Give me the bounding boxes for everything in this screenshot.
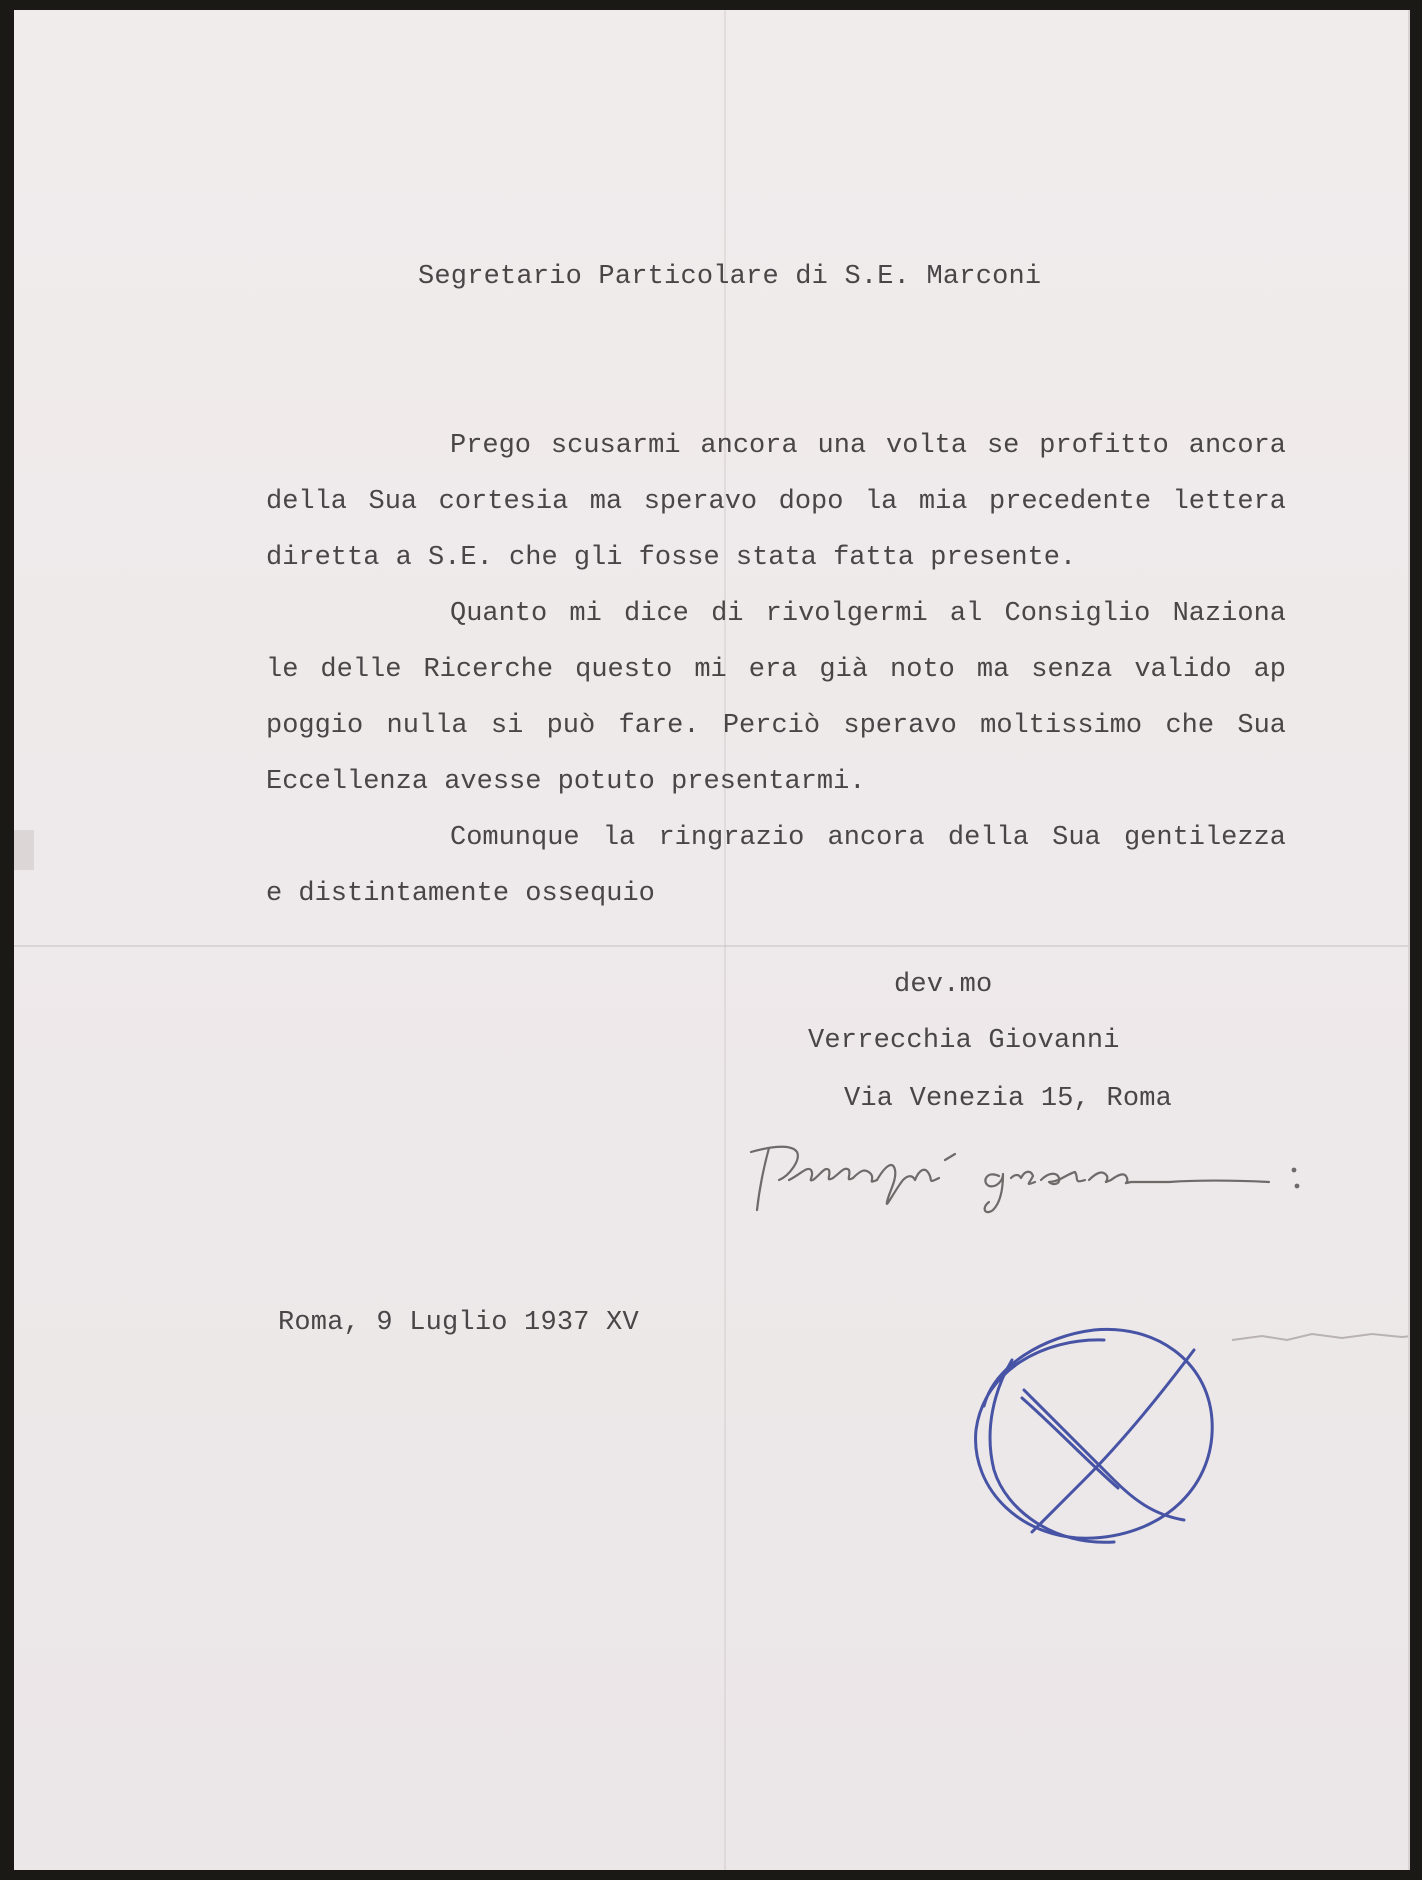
paragraph-3-line-1: Comunque la ringrazio ancora della Sua gentilezza (450, 823, 1286, 853)
paragraph-3 (266, 810, 1286, 922)
paragraph-2-line-3: poggio nulla si può fare. Perciò speravo moltissimo che Sua (266, 711, 1286, 741)
handwritten-signature (749, 1130, 1319, 1220)
paragraph-2-line-2: le delle Ricerche questo mi era già noto ma senza valido ap (266, 655, 1286, 685)
horizontal-fold-line (14, 945, 1408, 947)
paragraph-1-line-3: diretta a S.E. che gli fosse stata fatta presente. (266, 543, 1077, 573)
letter-date: Roma, 9 Luglio 1937 XV (278, 1308, 639, 1338)
closing-salutation: dev.mo (894, 970, 993, 1000)
paragraph-1 (266, 418, 1286, 586)
blue-pencil-circled-x (954, 1310, 1244, 1560)
paragraph-3-line-2: e distintamente ossequio (266, 879, 655, 909)
paragraph-2-line-1: Quanto mi dice di rivolgermi al Consiglio Naziona (450, 599, 1286, 629)
paragraph-1-line-1: Prego scusarmi ancora una volta se profitto ancora (450, 431, 1286, 461)
edge-stain (14, 830, 34, 870)
signer-name: Verrecchia Giovanni (808, 1026, 1120, 1056)
paragraph-2-line-4: Eccellenza avesse potuto presentarmi. (266, 767, 866, 797)
letter-heading: Segretario Particolare di S.E. Marconi (418, 262, 1042, 292)
letter-sheet (14, 10, 1410, 1870)
paragraph-1-line-2: della Sua cortesia ma speravo dopo la mia precedente lettera (266, 487, 1286, 517)
signer-address: Via Venezia 15, Roma (844, 1084, 1173, 1114)
paragraph-2 (266, 586, 1286, 810)
paper-tear (1232, 1328, 1410, 1348)
